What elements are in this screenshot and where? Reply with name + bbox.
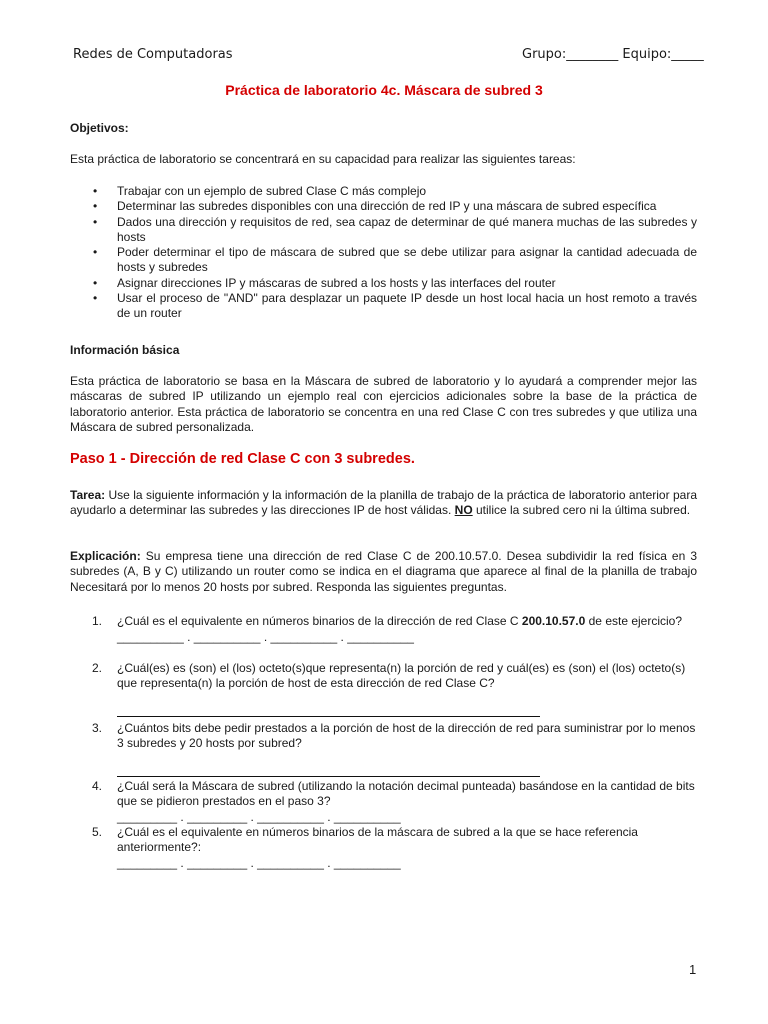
page-number: 1 (689, 962, 697, 977)
answer-line-3[interactable] (117, 776, 540, 777)
explanation-label: Explicación: (70, 549, 141, 563)
document-title: Práctica de laboratorio 4c. Máscara de subred 3 (225, 82, 543, 98)
objectives-intro: Esta práctica de laboratorio se concentrará en su capacidad para realizar las siguientes tareas: (70, 152, 576, 166)
objective-item: • Usar el proceso de "AND" para desplazar un paquete IP desde un host local hacia un host remoto a través de un router (93, 291, 697, 321)
answer-blank-4[interactable]: _________ . _________ . __________ . __________ (117, 809, 401, 824)
background-text: Esta práctica de laboratorio se basa en la Máscara de subred de laboratorio y lo ayudará a comprender mejor las máscaras de subred IP utilizando un ejemplo real con ejercicios adicionales sobre la base de la práctica de laboratorio anterior. Esta práctica de laboratorio se concentra en una red Clase C con tres subredes y que utiliza una Máscara de subred personalizada. (70, 374, 697, 434)
objective-item: • Trabajar con un ejemplo de subred Clase C más complejo (93, 184, 427, 198)
task-no: NO (454, 503, 473, 518)
objectives-list (70, 184, 697, 322)
question-5: 5. ¿Cuál es el equivalente en números binarios de la máscara de subred a la que se hace referencia anteriormente?: _________ . _________ . __________ . __________ (92, 825, 697, 871)
header-group-team: Grupo:________ Equipo:_____ (522, 47, 704, 62)
background-heading: Información básica (70, 343, 180, 357)
objectives-heading: Objetivos: (70, 121, 129, 135)
explanation-paragraph: Explicación: Su empresa tiene una dirección de red Clase C de 200.10.57.0. Desea subdividir la red física en 3 subredes (A, B y C) utilizando un router como se indica en el diagrama que aparece al final de la planilla de trabajo Necesitará por lo menos 20 hosts por subred. Responda las siguientes preguntas. (70, 549, 697, 594)
objective-item: • Dados una dirección y requisitos de red, sea capaz de determinar de qué manera muchas de las subredes y hosts (93, 214, 697, 244)
question-2: 2. ¿Cuál(es) es (son) el (los) octeto(s)que representa(n) la porción de red y cuál(es) es (son) el (los) octeto(s) que representa(n) la porción de host de esta dirección de red Clase C? (92, 661, 686, 691)
answer-line-2[interactable] (117, 716, 540, 717)
question-3: 3. ¿Cuántos bits debe pedir prestados a la porción de host de la dirección de red para suministrar por lo menos 3 subredes y 20 hosts por subred? (92, 721, 696, 751)
question-1: 1. ¿Cuál es el equivalente en números binarios de la dirección de red Clase C 200.10.57.0 de este ejercicio? __________ . __________ . __________ . __________ (92, 613, 697, 645)
answer-blank-5[interactable]: _________ . _________ . __________ . __________ (117, 855, 401, 870)
answer-blank-1[interactable]: __________ . __________ . __________ . __________ (117, 630, 414, 644)
header-course: Redes de Computadoras (73, 47, 233, 62)
step1-title: Paso 1 - Dirección de red Clase C con 3 subredes. (70, 451, 415, 467)
objective-item: • Determinar las subredes disponibles con una dirección de red IP y una máscara de subred específica (93, 199, 657, 214)
question-4: 4. ¿Cuál será la Máscara de subred (utilizando la notación decimal punteada) basándose en la cantidad de bits que se pidieron prestados en el paso 3? _________ . _________ . __________ . __________ (92, 779, 697, 824)
task-paragraph: Tarea: Use la siguiente información y la información de la planilla de trabajo de la práctica de laboratorio anterior para ayudarlo a determinar las subredes y las direcciones IP de host válidas. NO utilice la subred cero ni la última subred. (70, 488, 697, 518)
task-label: Tarea: (70, 488, 106, 502)
objective-item: • Poder determinar el tipo de máscara de subred que se debe utilizar para asignar la cantidad adecuada de hosts y subredes (93, 245, 697, 275)
objective-item: • Asignar direcciones IP y máscaras de subred a los hosts y las interfaces del router (93, 275, 556, 290)
